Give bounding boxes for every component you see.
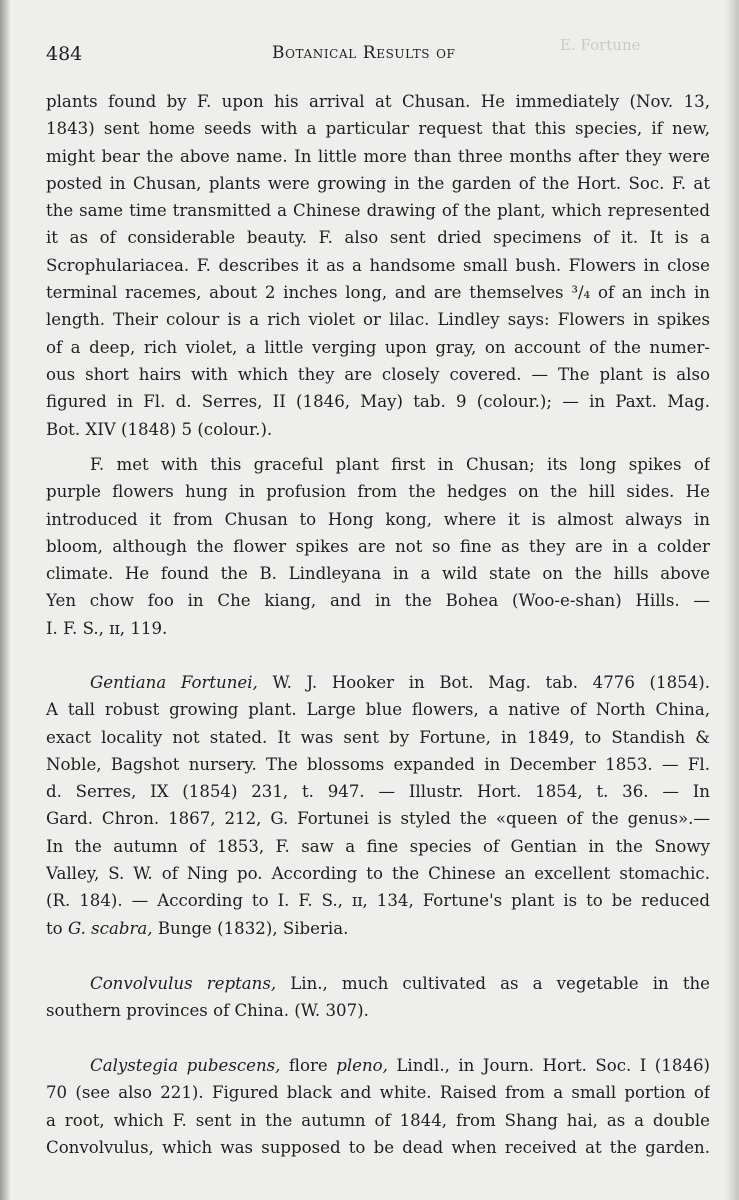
text-line: ous short hairs with which they are closely covered. — The plant is also — [46, 364, 710, 384]
entry-convolvulus-reptans — [46, 970, 710, 1025]
text-line: (R. 184). — According to I. F. S., ɪɪ, 134, Fortune's plant is to be reduced — [46, 891, 710, 911]
text-line: A tall robust growing plant. Large blue flowers, a native of North China, — [46, 700, 710, 720]
text-line: bloom, although the flower spikes are not so fine as they are in a colder — [46, 536, 710, 556]
paragraph-buddleia-habitat — [46, 451, 710, 642]
text-line: d. Serres, IX (1854) 231, t. 947. — Illustr. Hort. 1854, t. 36. — In — [46, 782, 710, 802]
species-epithet: pleno, — [336, 1056, 388, 1075]
text-line: it as of considerable beauty. F. also sent dried specimens of it. It is a — [46, 228, 710, 248]
species-name: Calystegia pubescens, — [90, 1056, 281, 1075]
text-line: Convolvulus reptans, Lin., much cultivated as a vegetable in the — [90, 974, 710, 993]
text-line: introduced it from Chusan to Hong kong, where it is almost always in — [46, 509, 710, 529]
species-name: Convolvulus reptans, — [90, 974, 277, 993]
text-line: to G. scabra, Bunge (1832), Siberia. — [46, 918, 349, 938]
text-line: a root, which F. sent in the autumn of 1844, from Shang hai, as a double — [46, 1110, 710, 1130]
text-line: of a deep, rich violet, a little verging upon gray, on account of the numer- — [46, 337, 710, 357]
text-line: exact locality not stated. It was sent by Fortune, in 1849, to Standish & — [46, 727, 710, 747]
page-number: 484 — [46, 43, 83, 65]
text-line: Convolvulus, which was supposed to be dead when received at the garden. — [46, 1137, 710, 1157]
paragraph-buddleia-description — [46, 88, 710, 443]
text-line: F. met with this graceful plant first in Chusan; its long spikes of — [90, 455, 710, 474]
text-line: might bear the above name. In little more than three months after they were — [46, 146, 710, 166]
text-line: figured in Fl. d. Serres, II (1846, May) tab. 9 (colour.); — in Paxt. Mag. — [46, 392, 710, 412]
text-line: I. F. S., ɪɪ, 119. — [46, 618, 168, 638]
text-line: 1843) sent home seeds with a particular request that this species, if new, — [46, 119, 710, 139]
text-line: posted in Chusan, plants were growing in the garden of the Hort. Soc. F. at — [46, 173, 710, 193]
text-line: length. Their colour is a rich violet or lilac. Lindley says: Flowers in spikes — [46, 310, 710, 330]
text-line: Calystegia pubescens, flore pleno, Lindl., in Journ. Hort. Soc. I (1846) — [90, 1056, 710, 1075]
text-line: southern provinces of China. (W. 307). — [46, 1001, 369, 1021]
text-line: Noble, Bagshot nursery. The blossoms expanded in December 1853. — Fl. — [46, 754, 710, 774]
text-line: Yen chow foo in Che kiang, and in the Bohea (Woo-e-shan) Hills. — — [46, 591, 710, 611]
text-line: plants found by F. upon his arrival at Chusan. He immediately (Nov. 13, — [46, 92, 710, 111]
entry-gentiana-fortunei — [46, 669, 710, 942]
page-gutter-shadow — [0, 0, 10, 1200]
running-head: Botanical Results of — [272, 43, 456, 63]
text-line: Scrophulariacea. F. describes it as a handsome small bush. Flowers in close — [46, 255, 710, 275]
text-line: Gard. Chron. 1867, 212, G. Fortunei is styled the «queen of the genus».— — [46, 809, 710, 829]
page-header — [46, 43, 710, 69]
text-line: climate. He found the B. Lindleyana in a wild state on the hills above — [46, 564, 710, 584]
species-name: G. scabra, — [67, 918, 153, 938]
text-line: the same time transmitted a Chinese drawing of the plant, which represented — [46, 201, 710, 221]
text-line: Gentiana Fortunei, W. J. Hooker in Bot. Mag. tab. 4776 (1854). — [90, 673, 710, 692]
text-line: purple flowers hung in profusion from the hedges on the hill sides. He — [46, 482, 710, 502]
entry-calystegia-pubescens — [46, 1052, 710, 1161]
text-line: 70 (see also 221). Figured black and white. Raised from a small portion of — [46, 1083, 710, 1103]
bleed-through-text: E. Fortune — [560, 36, 641, 52]
text-line: terminal racemes, about 2 inches long, and are themselves ³/₄ of an inch in — [46, 283, 710, 303]
text-line: In the autumn of 1853, F. saw a fine species of Gentian in the Snowy — [46, 836, 710, 856]
text-line: Bot. XIV (1848) 5 (colour.). — [46, 419, 273, 439]
text-line: Valley, S. W. of Ning po. According to the Chinese an excellent stomachic. — [46, 864, 710, 884]
page-edge-shadow — [725, 0, 739, 1200]
species-name: Gentiana Fortunei, — [90, 673, 258, 692]
